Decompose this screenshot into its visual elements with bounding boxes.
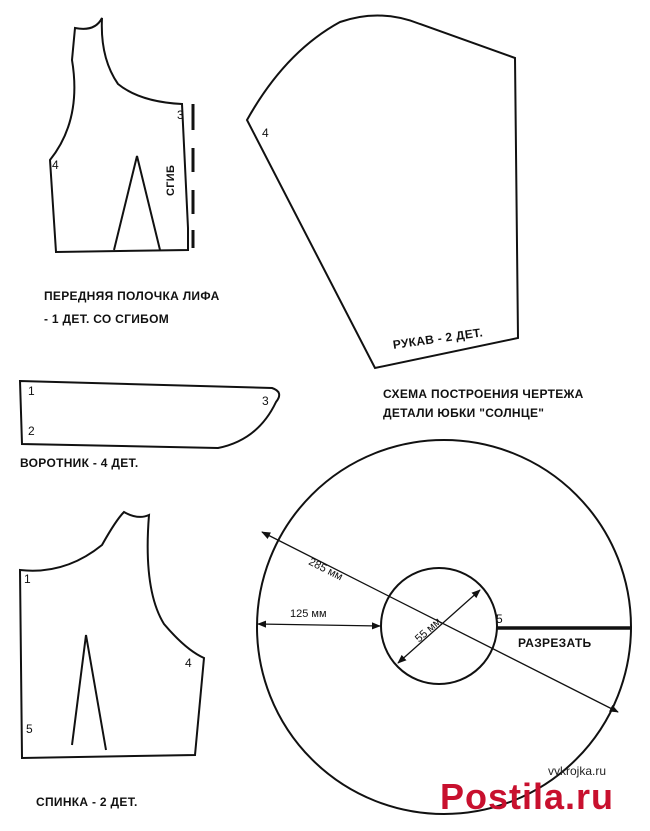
collar-point-2: 2 (28, 424, 35, 438)
front-bodice-subtitle: - 1 ДЕТ. СО СГИБОМ (44, 312, 170, 326)
dim-inner-label: 55 мм (413, 615, 444, 645)
cut-label: РАЗРЕЗАТЬ (518, 636, 592, 650)
front-bodice-title: ПЕРЕДНЯЯ ПОЛОЧКА ЛИФА (44, 289, 220, 303)
collar-point-1: 1 (28, 384, 35, 398)
sleeve-piece (247, 15, 518, 368)
length-arrow (258, 624, 380, 626)
collar-point-3: 3 (262, 394, 269, 408)
skirt-point-5: 5 (496, 612, 503, 626)
back-point-5: 5 (26, 722, 33, 736)
sleeve-label: РУКАВ - 2 ДЕТ. (392, 325, 484, 352)
back-point-1: 1 (24, 572, 31, 586)
collar-label: ВОРОТНИК - 4 ДЕТ. (20, 456, 139, 470)
front-point-3: 3 (177, 108, 184, 122)
skirt-subtitle: ДЕТАЛИ ЮБКИ "СОЛНЦЕ" (383, 406, 545, 420)
sleeve-point-4: 4 (262, 126, 269, 140)
fold-label: СГИБ (165, 164, 177, 196)
collar-piece (20, 381, 279, 448)
back-label: СПИНКА - 2 ДЕТ. (36, 795, 138, 809)
back-piece (20, 512, 204, 758)
credit-site[interactable]: vykrojka.ru (548, 764, 607, 778)
back-point-4: 4 (185, 656, 192, 670)
front-bodice-piece (50, 18, 188, 252)
skirt-circle-scheme (257, 440, 631, 814)
dim-length-label: 125 мм (290, 608, 327, 620)
skirt-title: СХЕМА ПОСТРОЕНИЯ ЧЕРТЕЖА (383, 387, 584, 401)
front-point-4: 4 (52, 158, 59, 172)
brand-watermark: Postila.ru (440, 776, 615, 817)
dim-outer-label: 285 мм (306, 556, 345, 584)
